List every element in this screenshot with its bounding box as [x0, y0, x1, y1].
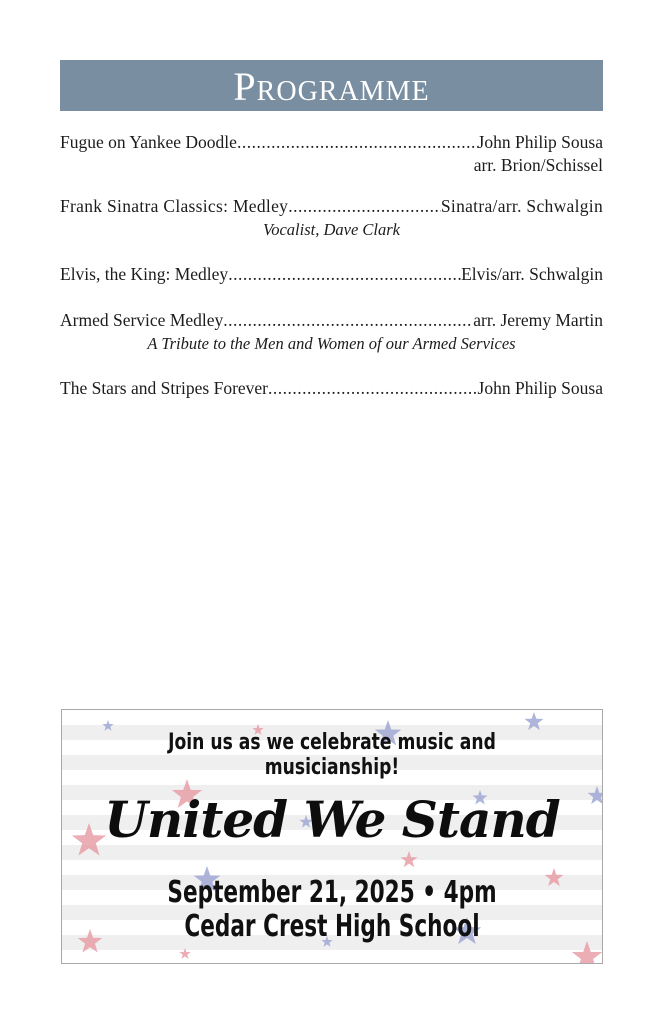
piece-title: Armed Service Medley — [60, 310, 224, 330]
banner-venue: Cedar Crest High School — [184, 909, 480, 944]
dot-leader — [228, 263, 461, 286]
piece-title: Elvis, the King: Medley — [60, 264, 229, 284]
dot-leader — [223, 309, 473, 332]
dot-leader — [268, 377, 478, 400]
banner-date-time: September 21, 2025 • 4pm — [167, 875, 497, 910]
piece-title: Fugue on Yankee Doodle — [60, 132, 237, 152]
piece-title: Frank Sinatra Classics: Medley — [60, 196, 289, 216]
programme-item — [60, 309, 603, 355]
programme-item — [60, 377, 603, 400]
dot-leader — [288, 195, 441, 218]
banner-tagline: Join us as we celebrate music and musicianship! — [168, 730, 496, 780]
programme-header-bar — [60, 60, 603, 111]
programme-item — [60, 263, 603, 286]
programme-title: Programme — [233, 63, 430, 109]
piece-arranger: arr. Brion/Schissel — [473, 155, 603, 175]
banner-title: United We Stand — [104, 790, 560, 849]
piece-credit: arr. Jeremy Martin — [473, 310, 603, 330]
piece-credit: Sinatra/arr. Schwalgin — [440, 196, 603, 216]
event-banner — [61, 709, 603, 964]
programme-item — [60, 131, 603, 177]
programme-list — [60, 131, 603, 418]
programme-item — [60, 195, 603, 241]
piece-note: Vocalist, Dave Clark — [262, 220, 401, 239]
piece-note: A Tribute to the Men and Women of our Armed Services — [147, 334, 516, 353]
piece-title: The Stars and Stripes Forever — [60, 378, 269, 398]
piece-credit: John Philip Sousa — [477, 132, 603, 152]
piece-credit: Elvis/arr. Schwalgin — [461, 264, 603, 284]
dot-leader — [237, 131, 478, 154]
piece-credit: John Philip Sousa — [477, 378, 603, 398]
